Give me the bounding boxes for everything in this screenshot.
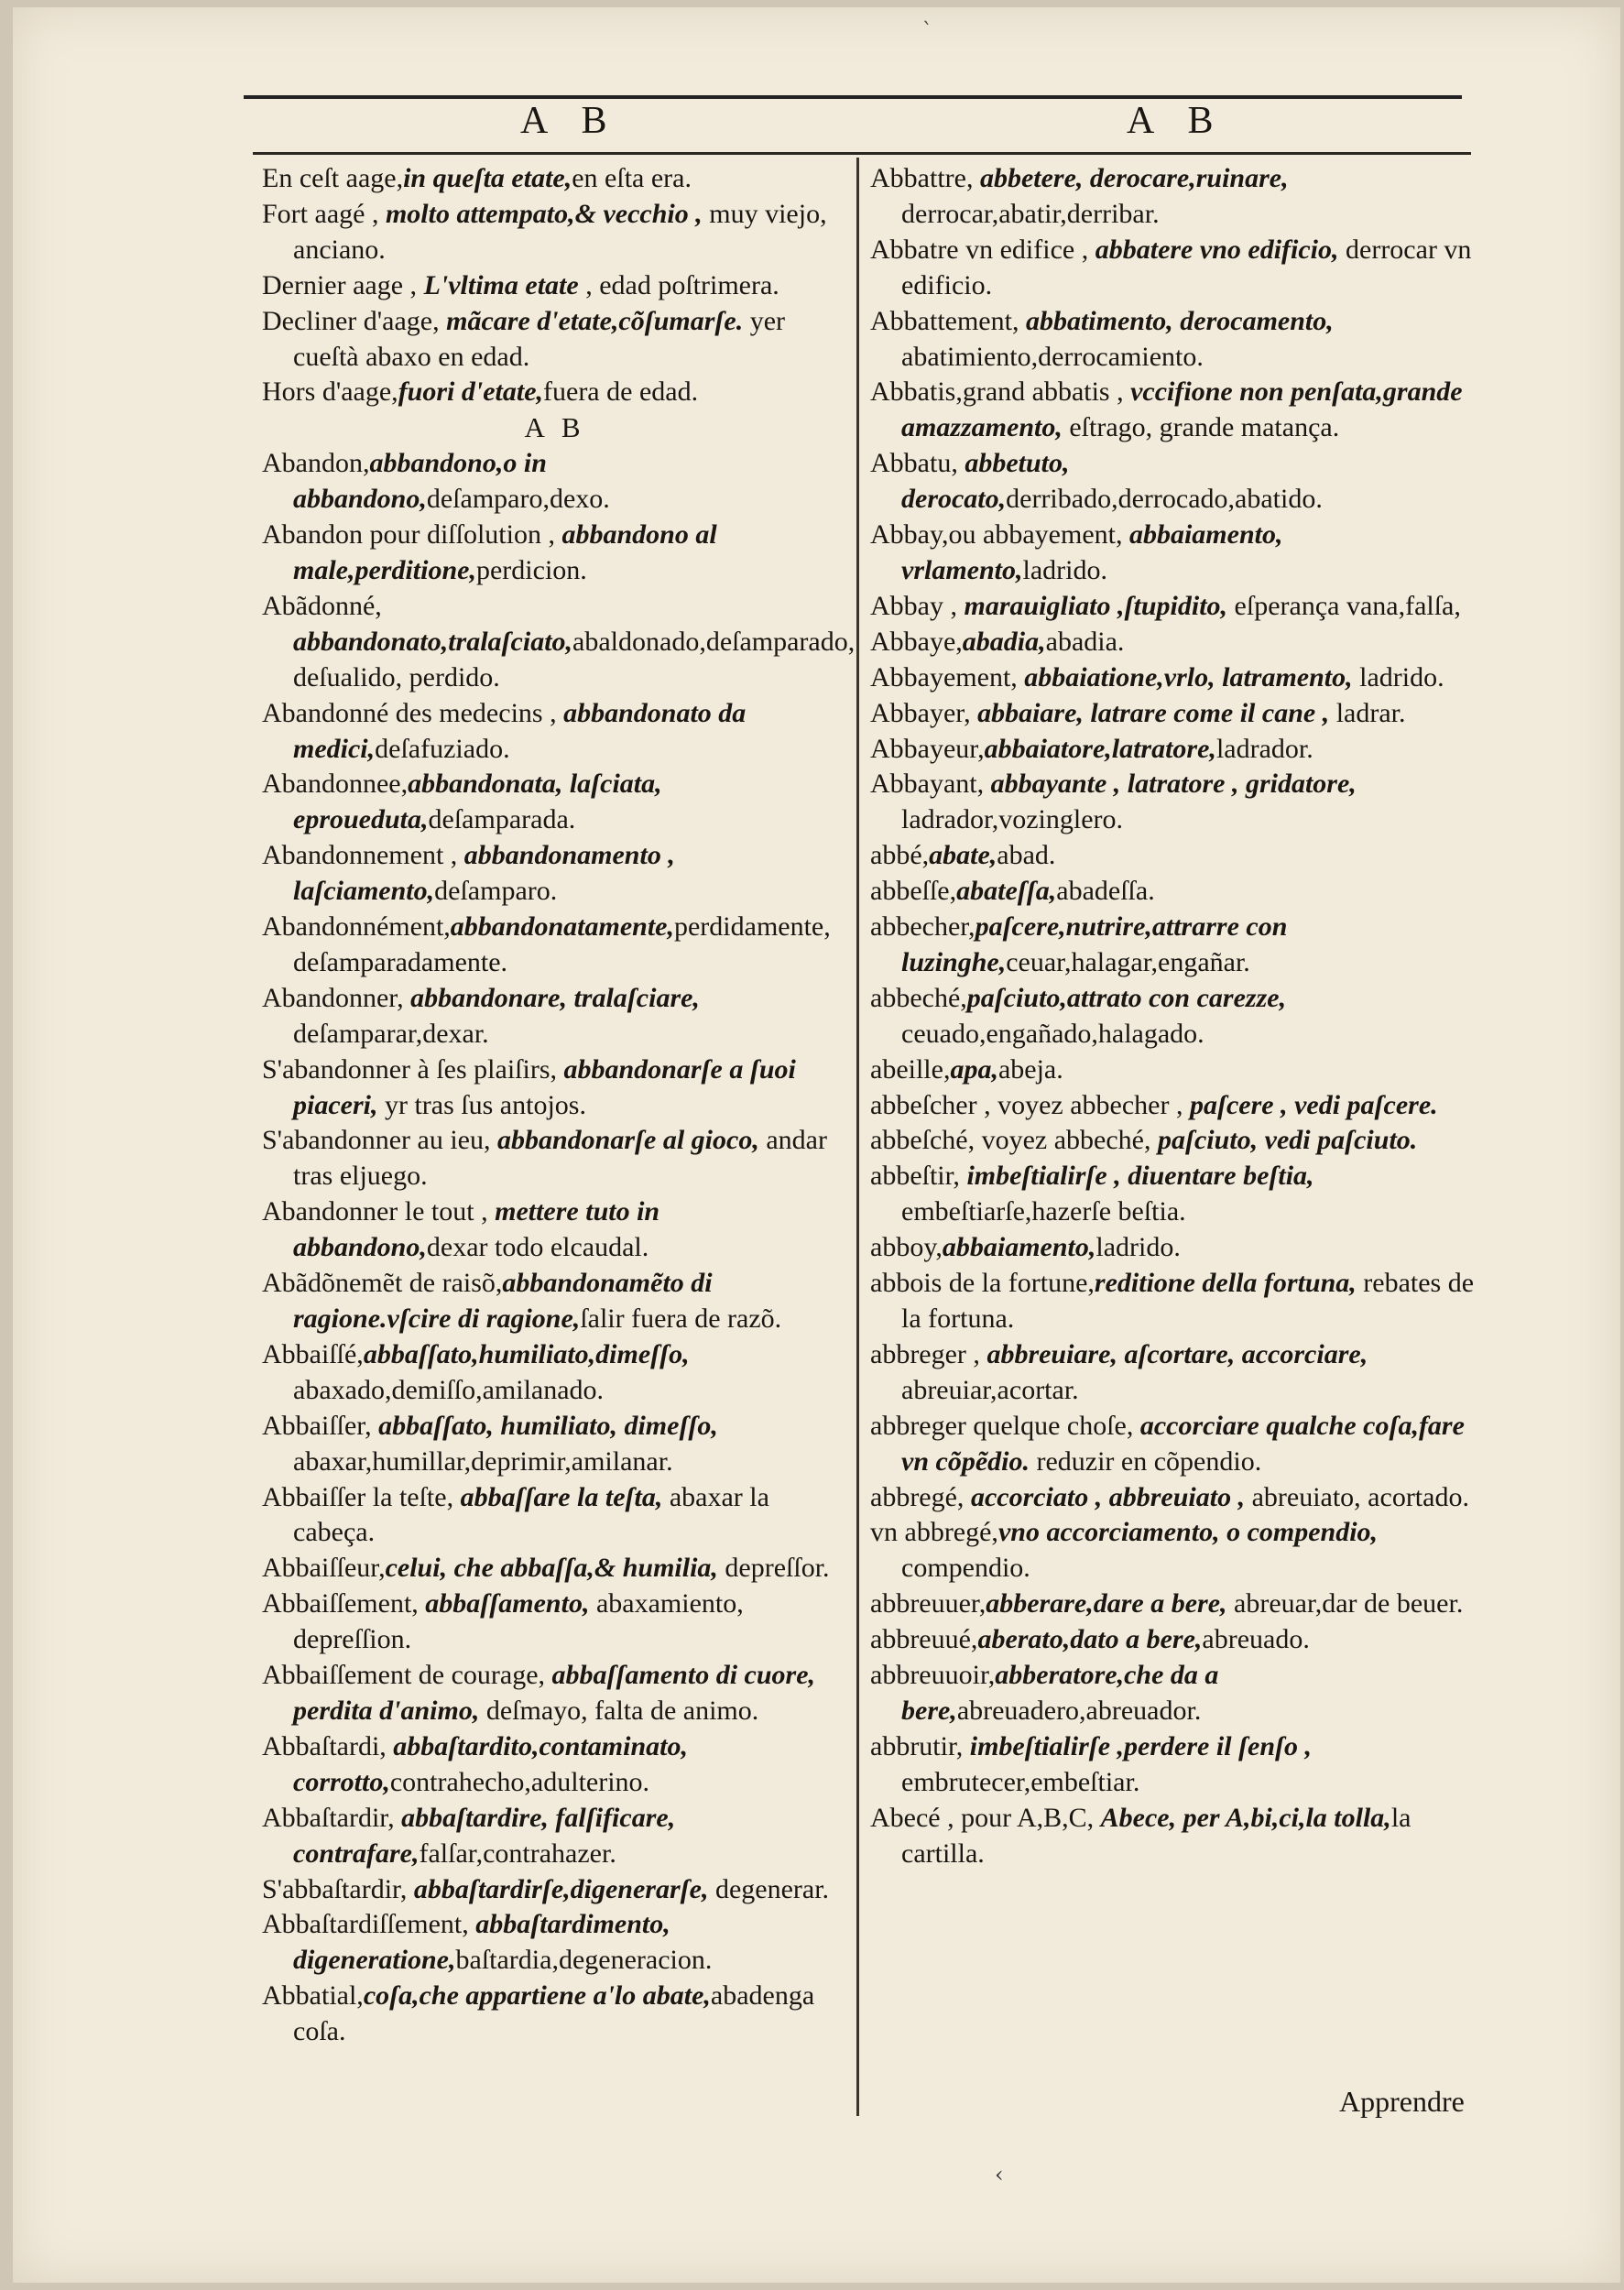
entry-spanish: derrocar vn edificio. [901, 234, 1472, 300]
entry-spanish: abreuiar,acortar. [901, 1374, 1079, 1405]
entry-italian: abbaſſato,humiliato,dimeſſo, [363, 1338, 690, 1369]
entry-italian: abbaiamento, vrlamento, [901, 519, 1283, 585]
dictionary-entry [262, 518, 848, 589]
entry-italian: apa, [950, 1053, 998, 1085]
header-rule-bottom [253, 152, 1471, 155]
entry-italian: coſa,che appartiene a'lo abate, [363, 1980, 711, 2012]
entry-spanish: abadia. [1045, 626, 1125, 657]
entry-spanish: abreuadero,abreuador. [956, 1695, 1202, 1726]
entry-italian: abbandonato da medici, [293, 697, 747, 764]
entry-italian: abbandonatamente, [450, 911, 674, 943]
entry-italian: abbandono,o in abbandono, [293, 448, 547, 515]
entry-spanish: dexar todo elcaudal. [426, 1232, 649, 1263]
entry-french: abbrutir, [870, 1730, 970, 1761]
entry-spanish: ceuado,engañado,halagado. [901, 1018, 1204, 1049]
page-mark: ` [922, 20, 932, 43]
entry-french: S'abbaſtardir, [262, 1873, 414, 1904]
dictionary-entry [870, 589, 1486, 625]
entry-spanish: andar tras eljuego. [293, 1125, 827, 1192]
entry-french: Hors d'aage, [262, 376, 398, 408]
entry-french: Fort aagé , [262, 198, 386, 229]
dictionary-entry [870, 1052, 1486, 1088]
dictionary-entry [262, 1979, 848, 2050]
entry-spanish: reduzir en cõpendio. [1029, 1445, 1262, 1477]
entry-french: Abbaiſſeur, [262, 1553, 386, 1584]
entry-french: Abbatis,grand abbatis , [870, 376, 1131, 408]
dictionary-entry [262, 1729, 848, 1801]
dictionary-entry [870, 874, 1486, 910]
entry-spanish: falſar,contrahazer. [419, 1837, 616, 1869]
entry-italian: mettere tuto in abbandono, [293, 1196, 660, 1263]
entry-french: abbreuuer, [870, 1588, 986, 1619]
dictionary-entry [870, 1159, 1486, 1230]
entry-italian: abberatore,che da a bere, [901, 1660, 1219, 1726]
entry-french: S'abandonner à ſes plaiſirs, [262, 1053, 564, 1085]
entry-spanish: abaxar,humillar,deprimir,amilanar. [293, 1445, 673, 1477]
dictionary-entry [262, 268, 848, 304]
entry-italian: Abece, per A,bi,ci,la tolla, [1100, 1802, 1391, 1833]
entry-spanish: derribado,derrocado,abatido. [1006, 484, 1323, 515]
entry-italian: vno accorciamento, o compendio, [997, 1517, 1379, 1548]
column-divider [856, 158, 859, 2116]
entry-italian: celui, che abbaſſa,& humilia, [385, 1553, 718, 1584]
entry-italian: abbreuiare, aſcortare, accorciare, [986, 1338, 1368, 1369]
dictionary-entry [870, 446, 1486, 518]
entry-spanish: abaxar la cabeça. [293, 1481, 769, 1548]
dictionary-entry [262, 910, 848, 981]
entry-french: abbreuuoir, [870, 1660, 996, 1691]
entry-spanish: abadeſſa. [1056, 876, 1155, 907]
dictionary-entry [870, 304, 1486, 376]
dictionary-entry [262, 304, 848, 376]
entry-italian: abbaſſamento, [425, 1588, 590, 1619]
entry-french: Abbay , [870, 590, 965, 621]
entry-french: Abbayeur, [870, 733, 985, 764]
dictionary-entry [870, 1587, 1486, 1622]
dictionary-entry [870, 767, 1486, 838]
entry-spanish: abreuiato, acortado. [1245, 1481, 1469, 1512]
dictionary-entry [870, 1088, 1486, 1124]
entry-spanish: la cartilla. [901, 1802, 1411, 1869]
entry-french: abbeché, [870, 982, 967, 1013]
entry-italian: abbaiatore,latratore, [984, 733, 1216, 764]
entry-french: abbois de la fortune, [870, 1268, 1095, 1299]
section-heading: A B [524, 411, 586, 444]
entry-spanish: abatimiento,derrocamiento. [901, 341, 1204, 372]
entry-french: Abbaye, [870, 626, 963, 657]
entry-french: abbé, [870, 840, 930, 871]
entry-italian: abbaſtardirſe,digenerarſe, [413, 1873, 709, 1904]
entry-spanish: abreuado. [1202, 1624, 1310, 1655]
entry-italian: imbeſtialirſe ,perdere il ſenſo , [969, 1730, 1313, 1761]
entry-french: S'abandonner au ieu, [262, 1125, 497, 1156]
entry-french: Abecé , pour A,B,C, [870, 1802, 1101, 1833]
entry-spanish: ladrido. [1095, 1232, 1181, 1263]
entry-italian: abbandonarſe a ſuoi piaceri, [293, 1053, 796, 1120]
dictionary-entry [262, 1907, 848, 1979]
entry-italian: in queſta etate, [403, 163, 572, 193]
entry-spanish: ſalir fuera de razõ. [580, 1303, 782, 1334]
entry-french: Abbaiſſé, [262, 1338, 364, 1369]
entry-french: Abbaſtardi, [262, 1730, 394, 1761]
entry-french: Abbattement, [870, 305, 1026, 336]
dictionary-entry [262, 1266, 848, 1337]
dictionary-entry [870, 1123, 1486, 1159]
entry-french: Abbaiſſement, [262, 1588, 426, 1619]
entry-spanish: abaxado,demiſſo,amilanado. [293, 1374, 605, 1405]
entry-italian: abbetere, derocare,ruinare, [979, 163, 1289, 193]
dictionary-entry [262, 838, 848, 910]
running-head-right: A B [1127, 100, 1226, 142]
entry-spanish: depreſſor. [717, 1553, 830, 1584]
entry-french: Abbayant, [870, 769, 991, 800]
page-mark-bottom: ‹ [995, 2162, 1004, 2187]
dictionary-entry [870, 625, 1486, 660]
entry-italian: abbandono al male,perditione, [293, 519, 717, 585]
entry-french: abbreuué, [870, 1624, 978, 1655]
dictionary-entry [870, 1729, 1486, 1801]
entry-french: Abandonnee, [262, 769, 409, 800]
dictionary-entry [262, 1194, 848, 1266]
entry-italian: abberare,dare a bere, [986, 1588, 1227, 1619]
entry-italian: reditione della fortuna, [1094, 1268, 1357, 1299]
entry-spanish: abadenga coſa. [293, 1980, 815, 2047]
entry-spanish: derrocar,abatir,derribar. [901, 198, 1160, 229]
dictionary-entry [870, 1515, 1486, 1587]
dictionary-entry [870, 1230, 1486, 1266]
running-head-left: A B [520, 100, 620, 142]
entry-spanish: perdidamente, deſamparadamente. [293, 911, 831, 977]
entry-french: Abandonner le tout , [262, 1196, 496, 1227]
entry-italian: abbaſſamento di cuore, perdita d'animo, [293, 1660, 816, 1726]
entry-italian: abbetuto, derocato, [901, 448, 1070, 515]
entry-french: En ceſt aage, [262, 163, 404, 193]
dictionary-entry [262, 161, 848, 197]
entry-spanish: deſamparo. [434, 876, 558, 907]
dictionary-entry [870, 981, 1486, 1052]
entry-italian: abate, [929, 840, 997, 871]
catchword: Apprendre [1339, 2085, 1465, 2118]
dictionary-entry [870, 1658, 1486, 1729]
entry-spanish: ladrido. [1022, 554, 1107, 585]
entry-spanish: abaldonado,deſamparado, deſualido, perdido. [293, 626, 856, 692]
entry-french: abbreger , [870, 1338, 987, 1369]
entry-french: Abbaſtardiſſement, [262, 1909, 476, 1940]
entry-spanish: muy viejo, anciano. [293, 198, 827, 265]
entry-italian: molto attempato,& vecchio , [385, 198, 703, 229]
entry-french: Abandon, [262, 448, 370, 479]
entry-french: Abandonné des medecins , [262, 697, 564, 728]
entry-italian: abbaſtardimento, digeneratione, [293, 1909, 670, 1976]
entry-italian: paſcere,nutrire,attrarre con luzinghe, [901, 911, 1288, 977]
entry-french: Abbaiſſer la teſte, [262, 1481, 461, 1512]
entry-french: abeille, [870, 1053, 951, 1085]
entry-spanish: fuera de edad. [543, 376, 699, 408]
dictionary-entry [870, 233, 1486, 304]
entry-french: Abãdonné, [262, 590, 382, 621]
entry-italian: abbaſtardire, falſificare, contrafare, [293, 1802, 676, 1869]
entry-french: abbeſſe, [870, 876, 957, 907]
entry-italian: abbandonarſe al gioco, [497, 1125, 759, 1156]
dictionary-entry [262, 981, 848, 1052]
entry-spanish: deſamparada. [428, 804, 576, 835]
entry-italian: paſciuto,attrato con carezze, [966, 982, 1287, 1013]
dictionary-entry [262, 1480, 848, 1552]
entry-french: Abãdõnemẽt de raisõ, [262, 1268, 503, 1299]
dictionary-entry [870, 518, 1486, 589]
entry-spanish: deſmayo, falta de animo. [479, 1695, 759, 1726]
entry-spanish: ladrar. [1329, 697, 1406, 728]
dictionary-entry [262, 589, 856, 696]
dictionary-entry [870, 838, 1486, 874]
entry-french: Abbattre, [870, 163, 980, 193]
dictionary-entry [870, 1622, 1486, 1658]
entry-italian: aberato,dato a bere, [977, 1624, 1203, 1655]
dictionary-entry [262, 1337, 848, 1409]
entry-spanish: deſafuziado. [375, 733, 510, 764]
entry-spanish: ladrido. [1352, 661, 1444, 692]
header-rule-top [244, 95, 1462, 99]
entry-french: vn abbregé, [870, 1517, 998, 1548]
dictionary-entry [870, 660, 1486, 696]
entry-spanish: abaxamiento, depreſſion. [293, 1588, 744, 1655]
dictionary-entry [870, 1266, 1486, 1337]
dictionary-entry [262, 375, 848, 410]
entry-italian: abbandonato,tralaſciato, [293, 626, 573, 657]
dictionary-entry [870, 161, 1486, 233]
entry-spanish: eſtrago, grande matança. [1062, 412, 1340, 443]
dictionary-entry [262, 696, 848, 768]
entry-italian: abbaiatione,vrlo, latramento, [1024, 661, 1353, 692]
entry-italian: abbandonamẽto di ragione.vſcire di ragione, [293, 1268, 713, 1334]
entry-italian: abbaiare, latrare come il cane , [977, 697, 1330, 728]
entry-italian: paſcere , vedi paſcere. [1189, 1089, 1438, 1120]
entry-italian: imbeſtialirſe , diuentare beſtia, [966, 1161, 1314, 1192]
entry-italian: vccifione non penſata,grande amazzamento, [901, 376, 1463, 443]
entry-spanish: yer cueſtà abaxo en edad. [293, 305, 786, 372]
entry-italian: abbaſtardito,contaminato, corrotto, [293, 1730, 688, 1797]
entry-italian: marauigliato ,ſtupidito, [964, 590, 1228, 621]
dictionary-entry [262, 1587, 848, 1658]
entry-spanish: contrahecho,adulterino. [389, 1766, 650, 1797]
entry-italian: abbayante , latratore , gridatore, [990, 769, 1357, 800]
entry-spanish: degenerar. [708, 1873, 830, 1904]
entry-spanish: baſtardia,degeneracion. [455, 1945, 713, 1976]
entry-spanish: deſamparar,dexar. [293, 1018, 489, 1049]
entry-french: abbeſcher , voyez abbecher , [870, 1089, 1190, 1120]
entry-french: Abbay,ou abbayement, [870, 519, 1129, 551]
dictionary-entry [262, 1409, 848, 1480]
entry-spanish: eſperança vana,falſa, [1227, 590, 1461, 621]
entry-french: abbreger quelque choſe, [870, 1410, 1140, 1441]
dictionary-entry [870, 910, 1486, 981]
left-column [262, 161, 856, 2050]
entry-italian: abbandonata, laſciata, eproueduta, [293, 769, 662, 835]
entry-italian: L'vltima etate [423, 269, 579, 300]
entry-spanish: en eſta era. [572, 163, 692, 193]
entry-french: Abbaſtardir, [262, 1802, 402, 1833]
dictionary-entry [262, 197, 848, 268]
entry-spanish: compendio. [901, 1553, 1030, 1584]
entry-spanish: abeja. [997, 1053, 1063, 1085]
entry-spanish: abreuar,dar de beuer. [1226, 1588, 1464, 1619]
entry-italian: paſciuto, vedi paſciuto. [1158, 1125, 1418, 1156]
entry-french: Abbatial, [262, 1980, 364, 2012]
entry-french: Abandon pour diſſolution , [262, 519, 562, 551]
entry-italian: abadia, [962, 626, 1046, 657]
entry-italian: abbaiamento, [942, 1232, 1096, 1263]
dictionary-entry [870, 696, 1486, 732]
dictionary-entry [870, 1480, 1486, 1516]
entry-french: Dernier aage , [262, 269, 424, 300]
dictionary-entry [262, 1801, 848, 1872]
entry-spanish: rebates de la fortuna. [901, 1268, 1475, 1334]
entry-italian: accorciare qualche coſa,fare vn cõpẽdio. [901, 1410, 1465, 1477]
entry-italian: fuori d'etate, [398, 376, 544, 408]
entry-italian: mãcare d'etate,cõſumarſe. [446, 305, 744, 336]
dictionary-entry [870, 1337, 1486, 1409]
entry-spanish: embrutecer,embeſtiar. [901, 1766, 1140, 1797]
dictionary-entry [262, 1872, 848, 1908]
entry-french: Abandonnément, [262, 911, 451, 943]
entry-french: Abandonner, [262, 982, 411, 1013]
entry-french: Abbayer, [870, 697, 978, 728]
entry-french: abboy, [870, 1232, 943, 1263]
entry-french: Decliner d'aage, [262, 305, 447, 336]
entry-french: abbecher, [870, 911, 975, 943]
dictionary-entry [262, 767, 848, 838]
entry-spanish: perdicion. [475, 554, 587, 585]
entry-spanish: yr tras ſus antojos. [377, 1089, 586, 1120]
entry-french: Abbaiſſer, [262, 1410, 379, 1441]
entry-italian: abbaſſare la teſta, [460, 1481, 663, 1512]
dictionary-entry [262, 446, 848, 518]
entry-french: Abbatre vn edifice , [870, 234, 1095, 265]
dictionary-entry [870, 1409, 1486, 1480]
entry-french: Abbayement, [870, 661, 1025, 692]
entry-italian: abbatimento, derocamento, [1025, 305, 1334, 336]
entry-italian: abbatere vno edificio, [1095, 234, 1339, 265]
entry-spanish: ladrador. [1215, 733, 1313, 764]
dictionary-entry [870, 375, 1486, 446]
dictionary-entry [262, 1052, 848, 1124]
entry-french: Abandonnement , [262, 840, 464, 871]
dictionary-entry [870, 732, 1486, 768]
entry-french: abbeſtir, [870, 1161, 967, 1192]
entry-italian: accorciato , abbreuiato , [970, 1481, 1246, 1512]
dictionary-entry [870, 1801, 1486, 1872]
dictionary-entry [262, 1123, 848, 1194]
entry-french: abbregé, [870, 1481, 971, 1512]
entry-spanish: ceuar,halagar,engañar. [1006, 946, 1250, 977]
right-column [870, 161, 1486, 1872]
entry-italian: abateſſa, [956, 876, 1057, 907]
entry-french: Abbaiſſement de courage, [262, 1660, 552, 1691]
dictionary-entry [262, 1551, 848, 1587]
dictionary-entry [262, 1658, 848, 1729]
entry-spanish: abad. [997, 840, 1056, 871]
entry-italian: abbandonamento , laſciamento, [293, 840, 675, 907]
entry-french: abbeſché, voyez abbeché, [870, 1125, 1158, 1156]
entry-french: Abbatu, [870, 448, 965, 479]
entry-italian: abbaſſato, humiliato, dimeſſo, [378, 1410, 718, 1441]
entry-spanish: , edad poſtrimera. [578, 269, 779, 300]
entry-spanish: ladrador,vozinglero. [901, 804, 1124, 835]
entry-spanish: deſamparo,dexo. [426, 484, 610, 515]
entry-italian: abbandonare, tralaſciare, [410, 982, 700, 1013]
entry-spanish: embeſtiarſe,hazerſe beſtia. [901, 1196, 1186, 1227]
